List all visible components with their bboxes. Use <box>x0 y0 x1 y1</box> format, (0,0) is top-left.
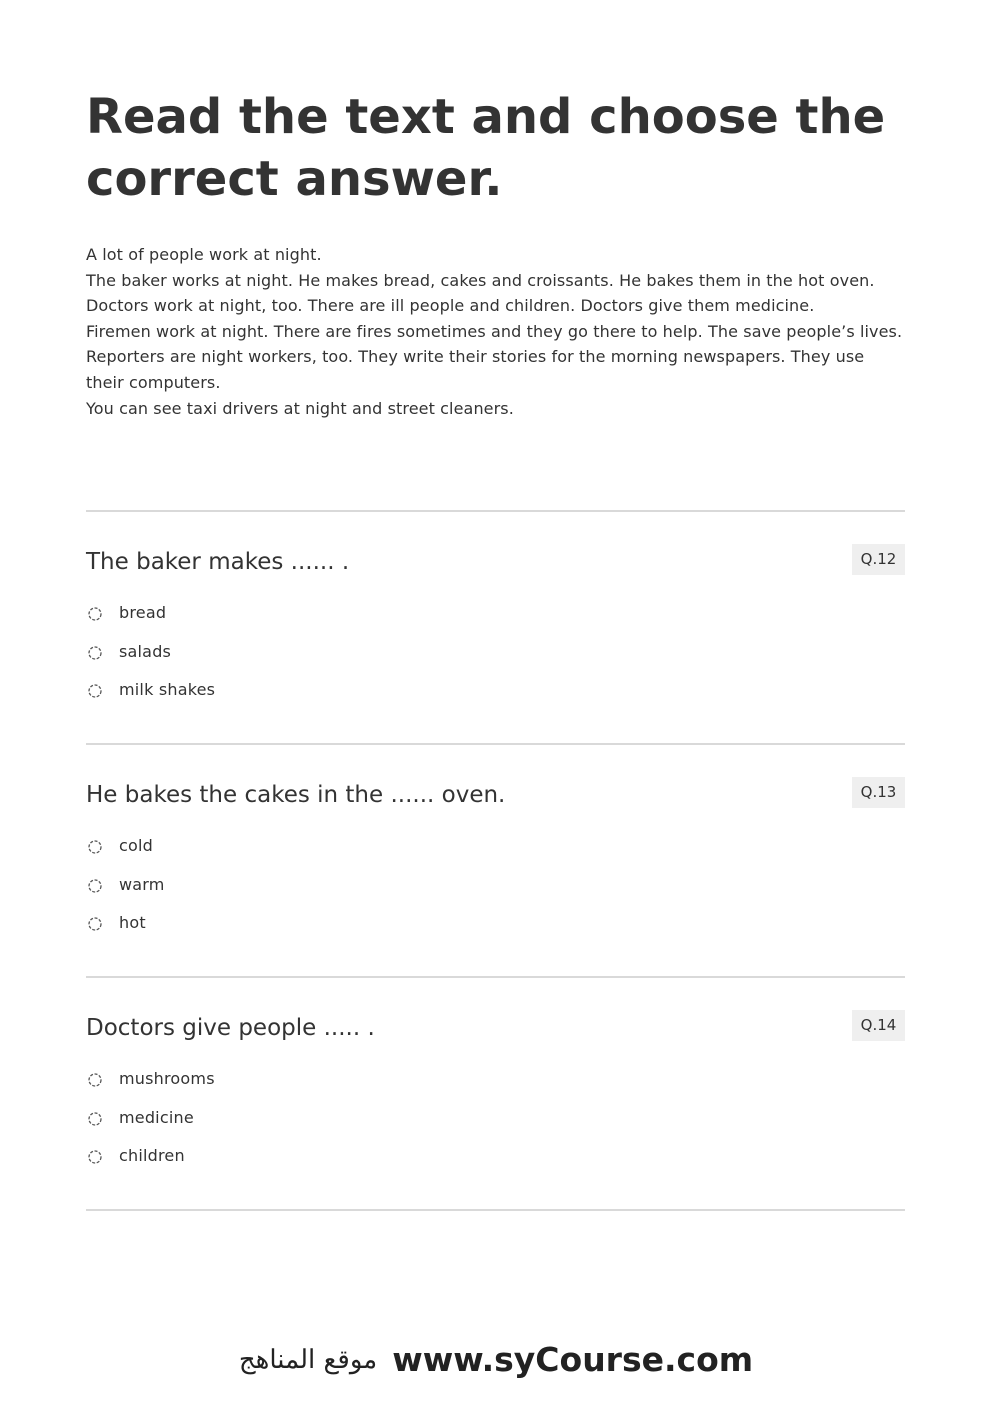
answer-option[interactable] <box>86 1107 786 1146</box>
radio-button-icon[interactable] <box>88 607 102 621</box>
answer-options <box>86 602 786 718</box>
section-divider <box>86 1209 905 1211</box>
question-text: The baker makes ...... . <box>86 549 350 575</box>
radio-button-icon[interactable] <box>88 1073 102 1087</box>
reading-passage <box>86 242 905 421</box>
answer-option-label: milk shakes <box>119 680 216 699</box>
radio-button-icon[interactable] <box>88 879 102 893</box>
passage-line: Firemen work at night. There are fires sometimes and they go there to help. The save people’s lives. <box>86 321 903 341</box>
answer-option[interactable] <box>86 679 786 718</box>
answer-option-label: salads <box>119 641 172 661</box>
question-12 <box>86 544 905 776</box>
section-divider <box>86 976 905 978</box>
radio-button-icon[interactable] <box>88 684 102 698</box>
passage-line: A lot of people work at night. <box>86 245 322 264</box>
site-footer <box>0 1340 992 1379</box>
answer-option[interactable] <box>86 874 786 913</box>
question-number-badge: Q.13 <box>852 777 905 808</box>
radio-button-icon[interactable] <box>88 840 102 854</box>
question-13 <box>86 777 905 1009</box>
page-title: Read the text and choose the correct answer. <box>86 89 886 207</box>
answer-option[interactable] <box>86 602 786 641</box>
answer-options <box>86 1068 786 1184</box>
radio-button-icon[interactable] <box>88 646 102 660</box>
answer-option[interactable] <box>86 1145 786 1184</box>
answer-option-label: bread <box>119 603 167 622</box>
answer-options <box>86 835 786 951</box>
answer-option[interactable] <box>86 641 786 680</box>
answer-option[interactable] <box>86 835 786 874</box>
passage-line: The baker works at night. He makes bread, cakes and croissants. He bakes them in the hot oven. <box>86 270 875 290</box>
passage-line: Reporters are night workers, too. They write their stories for the morning newspapers. They use their computers. <box>86 347 865 392</box>
answer-option-label: cold <box>119 836 153 855</box>
passage-line: Doctors work at night, too. There are ill people and children. Doctors give them medicine. <box>86 296 815 316</box>
answer-option-label: mushrooms <box>119 1069 215 1088</box>
section-divider <box>86 510 905 512</box>
answer-option-label: medicine <box>119 1107 194 1127</box>
section-divider <box>86 743 905 745</box>
radio-button-icon[interactable] <box>88 1150 102 1164</box>
passage-line: You can see taxi drivers at night and street cleaners. <box>86 398 514 418</box>
answer-option[interactable] <box>86 912 786 951</box>
answer-option[interactable] <box>86 1068 786 1107</box>
answer-option-label: children <box>119 1146 185 1165</box>
question-text: He bakes the cakes in the ...... oven. <box>86 782 506 808</box>
radio-button-icon[interactable] <box>88 917 102 931</box>
footer-arabic-text: موقع المناهج <box>238 1344 378 1375</box>
question-14 <box>86 1010 905 1242</box>
radio-button-icon[interactable] <box>88 1112 102 1126</box>
footer-url: www.syCourse.com <box>392 1340 754 1379</box>
question-number-badge: Q.14 <box>852 1010 905 1041</box>
question-text: Doctors give people ..... . <box>86 1015 375 1041</box>
answer-option-label: hot <box>119 913 146 932</box>
answer-option-label: warm <box>119 874 165 894</box>
question-number-badge: Q.12 <box>852 544 905 575</box>
